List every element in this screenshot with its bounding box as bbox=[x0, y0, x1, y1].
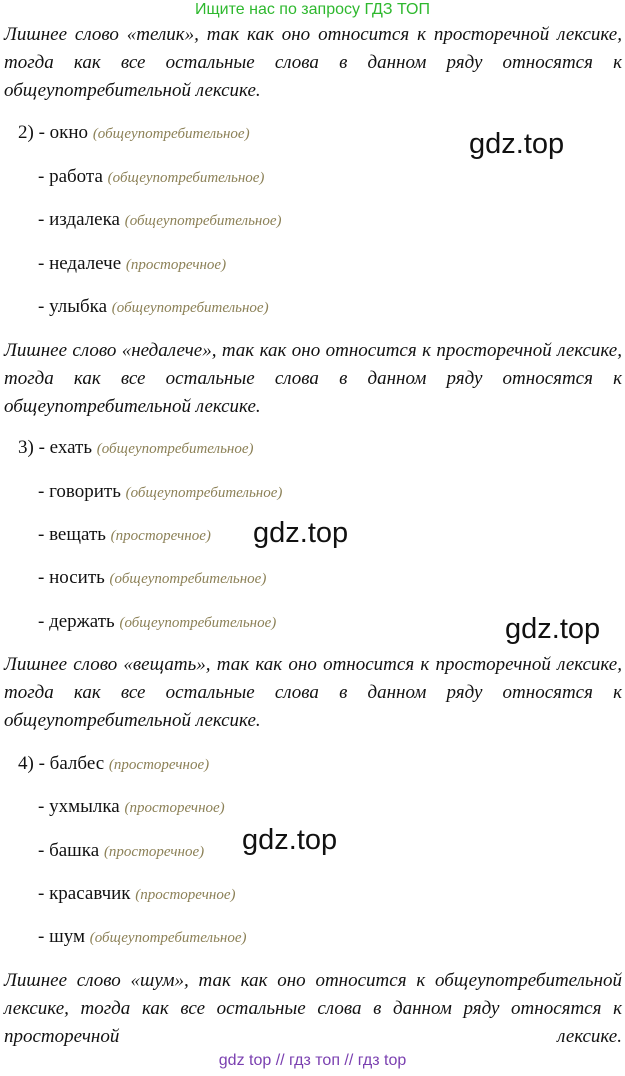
footer-links: gdz top // гдз топ // гдз top bbox=[218, 1052, 407, 1069]
word-item bbox=[38, 209, 282, 231]
word-note: (просторечное) bbox=[103, 844, 205, 860]
word-text: - носить bbox=[38, 567, 105, 588]
answer-paragraph: Лишнее слово «шум», так как оно относится к общеупотребительной лексике, тогда как все остальные слова в данном ряду относятся к просторечной лексике. bbox=[4, 970, 622, 1047]
word-note: (просторечное) bbox=[135, 887, 236, 903]
word-text: - ухмылка bbox=[38, 796, 120, 817]
answer-paragraph: Лишнее слово «вещать», так как оно относится к просторечной лексике, тогда как все остальные слова в данном ряду относятся к общеупотребительной лексике. bbox=[4, 654, 622, 731]
word-note: (общеупотребительное) bbox=[109, 571, 267, 587]
word-note: (общеупотребительное) bbox=[92, 126, 250, 142]
word-item bbox=[38, 253, 226, 275]
word-text: 3) - ехать bbox=[18, 437, 92, 458]
word-text: - недалече bbox=[38, 253, 122, 274]
word-note: (просторечное) bbox=[108, 757, 210, 773]
word-item bbox=[38, 883, 236, 905]
word-text: - шум bbox=[38, 926, 85, 947]
word-item bbox=[38, 567, 266, 589]
word-item bbox=[38, 611, 276, 633]
word-item bbox=[38, 166, 264, 188]
word-text: - держать bbox=[38, 611, 115, 632]
word-item bbox=[38, 296, 269, 318]
word-note: (общеупотребительное) bbox=[107, 170, 265, 186]
watermark: gdz.top bbox=[469, 128, 565, 160]
word-item bbox=[38, 840, 204, 862]
word-text: - работа bbox=[38, 166, 103, 187]
word-text: - вещать bbox=[38, 524, 106, 545]
word-item bbox=[38, 481, 282, 503]
watermark: gdz.top bbox=[253, 517, 349, 549]
word-note: (общеупотребительное) bbox=[124, 213, 282, 229]
word-note: (общеупотребительное) bbox=[111, 300, 269, 316]
word-item bbox=[38, 524, 211, 546]
word-note: (общеупотребительное) bbox=[96, 441, 254, 457]
word-text: 2) - окно bbox=[18, 122, 89, 143]
answer-paragraph: Лишнее слово «телик», так как оно относится к просторечной лексике, тогда как все остальные слова в данном ряду относятся к общеупотребительной лексике. bbox=[4, 24, 622, 101]
answer-paragraph: Лишнее слово «недалече», так как оно относится к просторечной лексике, тогда как все остальные слова в данном ряду относятся к общеупотребительной лексике. bbox=[4, 340, 622, 417]
word-note: (общеупотребительное) bbox=[125, 485, 283, 501]
word-text: - башка bbox=[38, 840, 100, 861]
word-text: - издалека bbox=[38, 209, 120, 230]
word-note: (общеупотребительное) bbox=[89, 930, 247, 946]
word-text: - улыбка bbox=[38, 296, 108, 317]
word-text: - красавчик bbox=[38, 883, 131, 904]
word-item bbox=[18, 753, 209, 775]
word-item bbox=[38, 926, 247, 948]
word-item bbox=[38, 796, 225, 818]
word-note: (просторечное) bbox=[125, 257, 227, 273]
word-note: (общеупотребительное) bbox=[119, 615, 277, 631]
search-banner: Ищите нас по запросу ГДЗ ТОП bbox=[195, 1, 430, 18]
word-text: - говорить bbox=[38, 481, 121, 502]
word-text: 4) - балбес bbox=[18, 753, 105, 774]
watermark: gdz.top bbox=[505, 613, 601, 645]
word-item bbox=[18, 437, 254, 459]
word-item bbox=[18, 122, 250, 144]
watermark: gdz.top bbox=[242, 824, 338, 856]
word-note: (просторечное) bbox=[110, 528, 211, 544]
word-note: (просторечное) bbox=[124, 800, 225, 816]
